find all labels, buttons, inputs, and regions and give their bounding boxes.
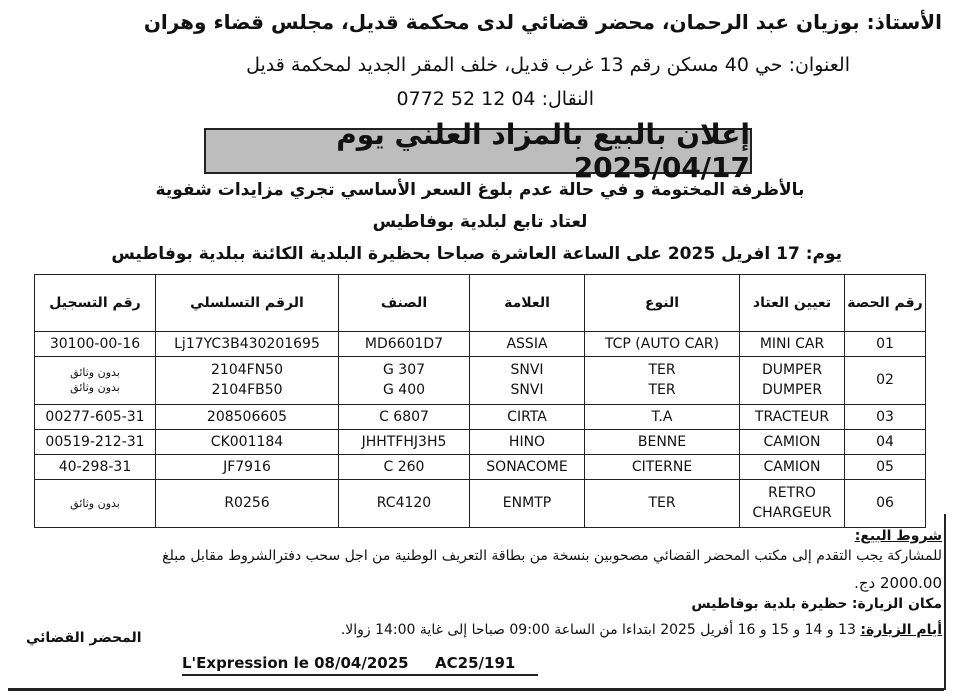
border-rule-bottom [8, 688, 944, 691]
brand-a: SNVI [510, 362, 544, 379]
phone-line [397, 88, 594, 110]
table-row [35, 479, 926, 527]
footer-divider [182, 674, 538, 676]
visit-place [691, 596, 942, 612]
designation: CAMION [740, 454, 845, 479]
header-model: الصنف [339, 275, 470, 332]
border-rule-right [944, 514, 946, 690]
model: JHHTFHJ3H5 [339, 429, 470, 454]
serial-number: CK001184 [156, 429, 339, 454]
lot-number: 02 [845, 356, 926, 404]
model: RC4120 [339, 479, 470, 527]
model [339, 356, 470, 404]
type [585, 356, 740, 404]
serial-number: 208506605 [156, 405, 339, 430]
brand: HINO [470, 429, 585, 454]
designation [740, 356, 845, 404]
serial-number: Lj17YC3B430201695 [156, 332, 339, 357]
serial-a: 2104FN50 [211, 362, 283, 379]
model: C 260 [339, 454, 470, 479]
type: TCP (AUTO CAR) [585, 332, 740, 357]
designation-b: DUMPER [761, 382, 823, 399]
header-designation: تعيين العتاد [740, 275, 845, 332]
type: TER [585, 479, 740, 527]
registration: 00277-605-31 [35, 405, 156, 430]
lot-number: 06 [845, 479, 926, 527]
intro-line-3: يوم: 17 افريل 2025 على الساعة العاشرة صباحا بحظيرة البلدية الكائنة ببلدية بوفاطيس [111, 244, 842, 264]
header-type: النوع [585, 275, 740, 332]
visit-days-label: أيام الزيارة: [860, 622, 942, 638]
table-row [35, 405, 926, 430]
table-row [35, 356, 926, 404]
brand: ENMTP [470, 479, 585, 527]
visit-days [341, 622, 942, 638]
type-b: TER [648, 382, 676, 399]
brand: SONACOME [470, 454, 585, 479]
registration [35, 479, 156, 527]
designation: TRACTEUR [740, 405, 845, 430]
intro-line-1: بالأظرفة المختومة و في حالة عدم بلوغ السعر الأساسي تجري مزايدات شفوية [155, 180, 805, 200]
brand-b: SNVI [510, 382, 544, 399]
registration: 40-298-31 [35, 454, 156, 479]
publication-date: L'Expression le 08/04/2025 [182, 654, 409, 672]
notice-title: إعلان بالبيع بالمزاد العلني يوم 2025/04/17 [204, 128, 752, 174]
visit-place-value: حظيرة بلدية بوفاطيس [691, 596, 848, 612]
registration-a: بدون وثائق [70, 366, 120, 380]
header-registration: رقم التسجيل [35, 275, 156, 332]
designation: MINI CAR [740, 332, 845, 357]
brand [470, 356, 585, 404]
registration [35, 356, 156, 404]
conditions-text-2: 2000.00 دج. [854, 574, 942, 592]
registration: 30100-00-16 [35, 332, 156, 357]
type: CITERNE [585, 454, 740, 479]
model: C 6807 [339, 405, 470, 430]
lot-number: 04 [845, 429, 926, 454]
registration: 00519-212-31 [35, 429, 156, 454]
registration-a: بدون وثائق [70, 496, 120, 510]
header-brand: العلامة [470, 275, 585, 332]
designation-a: RETRO [768, 485, 816, 502]
brand: CIRTA [470, 405, 585, 430]
reference-number: AC25/191 [435, 654, 516, 672]
table-row [35, 429, 926, 454]
address: العنوان: حي 40 مسكن رقم 13 غرب قديل، خلف المقر الجديد لمحكمة قديل [246, 54, 850, 76]
type: BENNE [585, 429, 740, 454]
bailiff-signature: المحضر القضائي [26, 630, 142, 646]
conditions-heading: شروط البيع: [854, 528, 942, 544]
phone-label: النقال: [541, 88, 594, 110]
lot-number: 05 [845, 454, 926, 479]
bailiff-name: الأستاذ: بوزيان عبد الرحمان، محضر قضائي لدى محكمة قديل، مجلس قضاء وهران [143, 10, 942, 34]
table-row [35, 332, 926, 357]
phone-number: 0772 52 12 04 [396, 88, 536, 110]
model-b: G 400 [382, 382, 426, 399]
designation [740, 479, 845, 527]
serial-number: R0256 [156, 479, 339, 527]
designation-a: DUMPER [761, 362, 823, 379]
conditions-text-1: للمشاركة يجب التقدم إلى مكتب المحضر القضائي مصحوبين بنسخة من بطاقة التعريف الوطنية من اجل سحب دفترالشروط مقابل مبلغ [162, 548, 942, 564]
publication-footer [182, 654, 515, 672]
registration-b: بدون وثائق [70, 381, 120, 395]
equipment-table [34, 274, 926, 528]
lot-number: 03 [845, 405, 926, 430]
table-row [35, 454, 926, 479]
model-a: G 307 [382, 362, 426, 379]
designation-b: CHARGEUR [752, 505, 832, 522]
model: MD6601D7 [339, 332, 470, 357]
header-lot: رقم الحصة [845, 275, 926, 332]
serial-b: 2104FB50 [211, 382, 283, 399]
header-serial: الرقم التسلسلي [156, 275, 339, 332]
designation: CAMION [740, 429, 845, 454]
brand: ASSIA [470, 332, 585, 357]
table-header-row [35, 275, 926, 332]
visit-days-value: 13 و 14 و 15 و 16 أفريل 2025 ابتداءا من الساعة 09:00 صباحا إلى غاية 14:00 زوالا. [340, 622, 856, 638]
serial-number [156, 356, 339, 404]
intro-line-2: لعتاد تابع لبلدية بوفاطيس [372, 212, 588, 232]
type: T.A [585, 405, 740, 430]
lot-number: 01 [845, 332, 926, 357]
visit-place-label: مكان الزيارة: [851, 596, 942, 612]
serial-number: JF7916 [156, 454, 339, 479]
type-a: TER [648, 362, 676, 379]
